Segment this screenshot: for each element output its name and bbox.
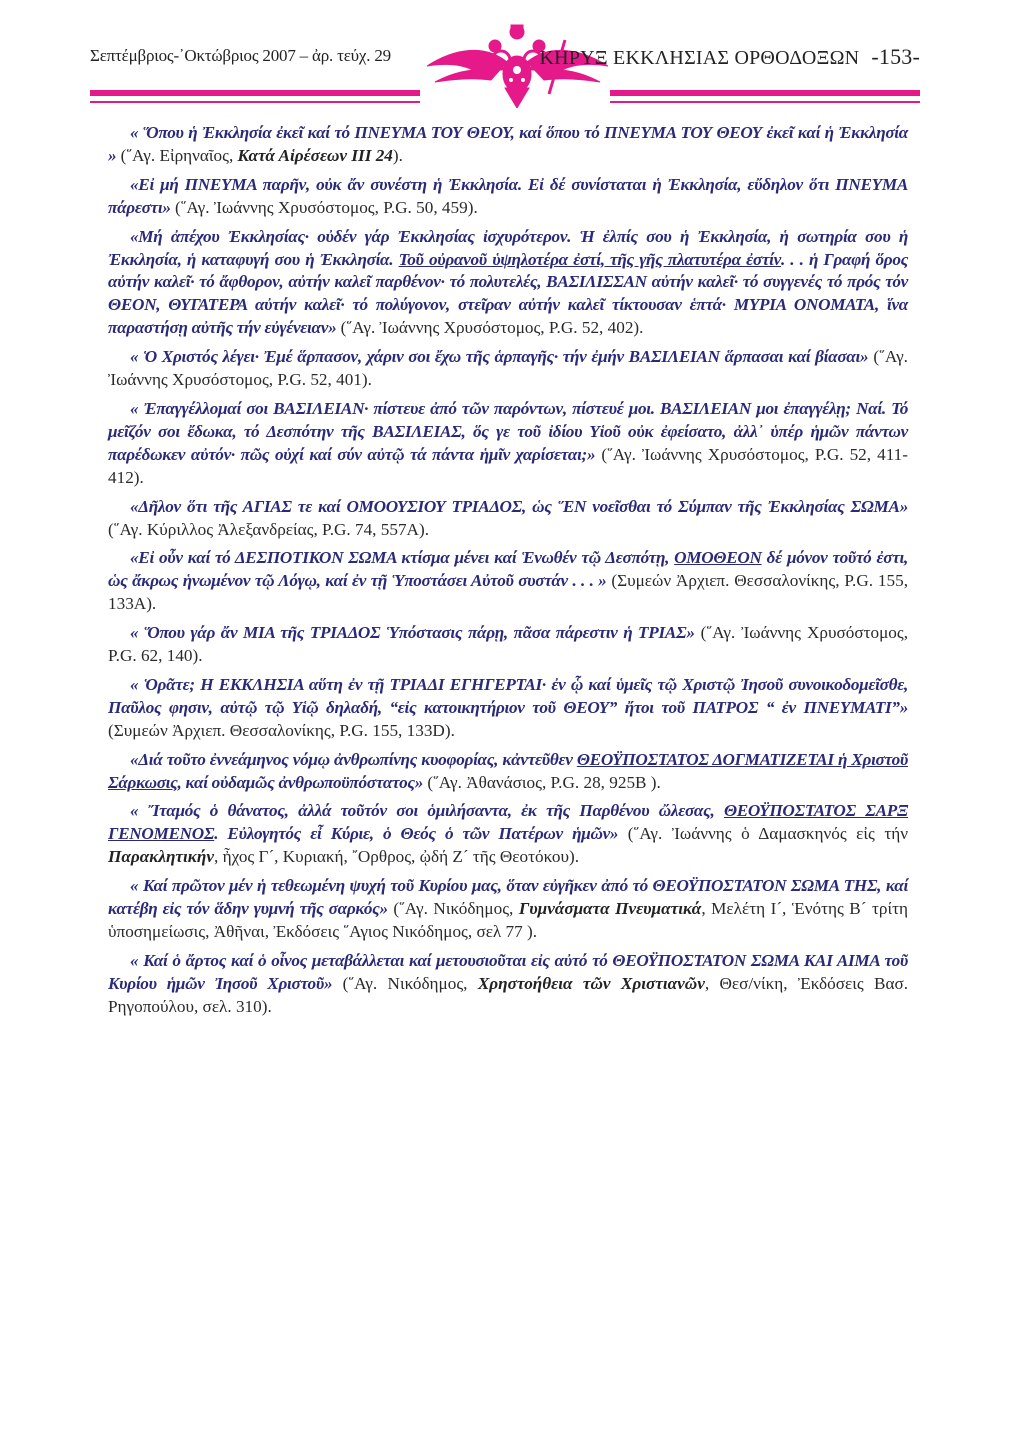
article-body [108, 122, 908, 1025]
page-header [90, 20, 920, 100]
publication-header [540, 44, 920, 70]
quote-text: « Καί ὁ ἄρτος καί ὁ οἶνος μεταβάλλεται καί μετουσιοῦται εἰς αὐτό τό ΘΕΟΫΠΟΣΤΑΤΟΝ ΣΩΜΑ ΚΑΙ ΑΙΜΑ τοῦ Κυρίου ἡμῶν Ἰησοῦ Χριστοῦ» [108, 950, 908, 993]
quote-text: «Εἰ μή ΠΝΕΥΜΑ παρῆν, οὐκ ἄν συνέστη ἡ Ἐκκλησία. Εἰ δέ συνίσταται ἡ Ἐκκλησία, εὔδηλον ὅτι ΠΝΕΥΜΑ πάρεστι» [108, 174, 908, 217]
quote-source: (῞Αγ. Ἰωάννης Χρυσόστομος, P.G. 62, 140). [108, 623, 909, 666]
quote-text-cont: . . . ἡ Γραφή ὅρος αὐτήν καλεῖ· τό ἄφθορον, αὐτήν καλεῖ παρθένον· τό πολυτελές, ΒΑΣΙΛΙΣΣΑΝ αὐτήν καλεῖ· τό συγγενές τό πρός τόν ΘΕΟΝ, ΘΥΓΑΤΕΡΑ αὐτήν καλεῖ· τό πολύγονον, στεῖραν αὐτήν καλεῖ τίκτουσαν ἑπτά· ΜΥΡΙΑ ΟΝΟΜΑΤΑ, ἵνα παραστήσῃ αὐτῆς τήν εὐγένειαν» [108, 249, 908, 338]
publication-title: ΚΗΡΥΞ ΕΚΚΛΗΣΙΑΣ ΟΡΘΟΔΟΞΩΝ [539, 47, 860, 69]
quote-source: (῞Αγ. Ἰωάννης Χρυσόστομος, P.G. 50, 459). [170, 197, 478, 217]
quote-paragraph [108, 226, 908, 341]
header-rule-left [90, 90, 420, 96]
quote-source-end: ). [392, 145, 403, 165]
quote-source-end: , ἦχος Γ´, Κυριακή, ῎Ορθρος, ᾠδή Ζ´ τῆς Θεοτόκου). [213, 847, 579, 867]
quote-source: (῞Αγ. Νικόδημος, [332, 973, 478, 993]
quote-source: (῞Αγ. Νικόδημος, [387, 899, 519, 919]
header-rule-right-thin [610, 101, 920, 103]
header-rule-right [610, 90, 920, 96]
source-work-title: Παρακλητικήν [108, 847, 214, 867]
quote-paragraph [108, 496, 908, 542]
quote-source: (῞Αγ. Ἰωάννης Χρυσόστομος, P.G. 52, 402). [336, 318, 644, 338]
quote-paragraph [108, 622, 908, 668]
quote-source-end: , Θεσ/νίκη, Ἐκδόσεις Βασ. Ρηγοπούλου, σελ. 310). [108, 973, 909, 1016]
quote-source: (῞Αγ. Εἰρηναῖος, [116, 145, 238, 165]
quote-underlined: ΘΕΟΫΠΟΣΤΑΤΟΣ ΣΑΡΞ ΓΕΝΟΜΕΝΟΣ [108, 801, 908, 844]
source-work-title: Χρηστοήθεια τῶν Χριστιανῶν [477, 973, 705, 993]
quote-paragraph [108, 674, 908, 743]
quote-paragraph [108, 749, 908, 795]
quote-source: (῞Αγ. Ἰωάννης Χρυσόστομος, P.G. 52, 411- 412). [108, 444, 908, 487]
quote-underlined: Τοῦ οὐρανοῦ ὑψηλοτέρα ἐστί, τῆς γῆς πλατυτέρα ἐστίν [398, 249, 781, 269]
quote-text: « Ἐπαγγέλλομαί σοι ΒΑΣΙΛΕΙΑΝ· πίστευε ἀπό τῶν παρόντων, πίστευέ μοι. ΒΑΣΙΛΕΙΑΝ μοι ἐπαγγέλῃ; Ναί. Τό μεῖζόν σοι ἔδωκα, τό Δεσπότην τῆς ΒΑΣΙΛΕΙΑΣ, ὅς γε τοῦ ἰδίου Υἱοῦ οὐκ ἐφείσατο, ἀλλ᾿ ὑπέρ ἡμῶν πάντων παρέδωκεν αὐτόν· πῶς οὐχί καί σύν αὐτῷ τά πάντα ἡμῖν χαρίσεται;» [108, 398, 908, 464]
quote-source: (῞Αγ. Ἀθανάσιος, P.G. 28, 925B ). [423, 772, 661, 792]
quote-source: (῞Αγ. Ἰωάννης Χρυσόστομος, P.G. 52, 401). [108, 347, 908, 390]
quote-source: (Συμεών Ἀρχιεπ. Θεσσαλονίκης, P.G. 155, 133D). [108, 720, 455, 740]
quote-text: « Ὁ Χριστός λέγει· Ἐμέ ἅρπασον, χάριν σοι ἔχω τῆς ἁρπαγῆς· τήν ἐμήν ΒΑΣΙΛΕΙΑΝ ἅρπασαι καί βίασαι» [130, 347, 869, 367]
source-work-title: Γυμνάσματα Πνευματικά [518, 899, 702, 919]
source-work-title: Κατά Αἱρέσεων ΙΙΙ 24 [237, 145, 393, 165]
quote-paragraph [108, 800, 908, 869]
quote-text: «Εἰ οὖν καί τό ΔΕΣΠΟΤΙΚΟΝ ΣΩΜΑ κτίσμα μένει καί Ἑνωθέν τῷ Δεσπότῃ, [130, 548, 675, 568]
quote-text-cont: δέ μόνον τοῦτό ἐστι, ὡς ἄκρως ἡνωμένον τῷ Λόγῳ, καί ἐν τῇ Ὑποστάσει Αὐτοῦ συστάν . . . » [108, 548, 908, 591]
quote-paragraph [108, 398, 908, 490]
quote-source: (Συμεών Ἀρχιεπ. Θεσσαλονίκης, P.G. 155, 133A). [108, 571, 908, 614]
quote-underlined: ΟΜΟΘΕΟΝ [674, 548, 762, 568]
quote-text: « Ἴταμός ὁ θάνατος, ἀλλά τοῦτόν σοι ὁμιλήσαντα, ἐκ τῆς Παρθένου ὤλεσας, [130, 801, 724, 821]
quote-text: « Ὅπου ἡ Ἐκκλησία ἐκεῖ καί τό ΠΝΕΥΜΑ ΤΟΥ ΘΕΟΥ, καί ὅπου τό ΠΝΕΥΜΑ ΤΟΥ ΘΕΟΥ ἐκεῖ καί ἡ Ἐκκλησία » [108, 123, 908, 165]
quote-text: « Ὁρᾶτε; Η ΕΚΚΛΗΣΙΑ αὕτη ἐν τῇ ΤΡΙΑΔΙ ΕΓΗΓΕΡΤΑΙ· ἐν ᾧ καί ὑμεῖς τῷ Χριστῷ Ἰησοῦ συνοικοδομεῖσθε, Παῦλος φησιν, αὐτῷ τῷ Υἱῷ δηλαδή, “εἰς κατοικητήριον τοῦ ΘΕΟΥ” ἤτοι τοῦ ΠΑΤΡΟΣ “ ἐν ΠΝΕΥΜΑΤΙ”» [108, 674, 908, 717]
quote-text: « Ὅπου γάρ ἄν ΜΙΑ τῆς ΤΡΙΑΔΟΣ Ὑπόστασις πάρῃ, πᾶσα πάρεστιν ἡ ΤΡΙΑΣ» [130, 623, 695, 643]
quote-paragraph [108, 875, 908, 944]
issue-date: Σεπτέμβριος-᾿Οκτώβριος 2007 – ἀρ. τεύχ. 29 [90, 46, 391, 65]
quote-paragraph [108, 346, 908, 392]
quote-paragraph [108, 547, 908, 616]
quote-text: «Μή ἀπέχου Ἐκκλησίας· οὐδέν γάρ Ἐκκλησίας ἰσχυρότερον. Ἡ ἐλπίς σου ἡ Ἐκκλησία, ἡ σωτηρία σου ἡ Ἐκκλησία, ἡ καταφυγή σου ἡ Ἐκκλησία. [108, 226, 908, 269]
page-number: -153- [871, 44, 920, 69]
quote-text: «Δῆλον ὅτι τῆς ΑΓΙΑΣ τε καί ΟΜΟΟΥΣΙΟΥ ΤΡΙΑΔΟΣ, ὡς ἝΝ νοεῖσθαι τό Σύμπαν τῆς Ἐκκλησίας ΣΩΜΑ» [130, 496, 908, 516]
quote-text-cont: . Εὐλογητός εἶ Κύριε, ὁ Θεός ὁ τῶν Πατέρων ἡμῶν» [214, 824, 619, 844]
header-rule-left-thin [90, 101, 420, 103]
quote-source-end: , Μελέτη Ι´, Ἑνότης Β´ τρίτη ὑποσημείωσις, Ἀθῆναι, Ἐκδόσεις ῞Αγιος Νικόδημος, σελ 77 ). [108, 899, 908, 941]
quote-text: « Καί πρῶτον μέν ἡ τεθεωμένη ψυχή τοῦ Κυρίου μας, ὅταν εὐγῆκεν ἀπό τό ΘΕΟΫΠΟΣΤΑΤΟΝ ΣΩΜΑ ΤΗΣ, καί κατέβη εἰς τόν ἅδην γυμνή τῆς σαρκός» [108, 876, 908, 919]
quote-source: (῞Αγ. Κύριλλος Ἀλεξανδρείας, P.G. 74, 557A). [108, 519, 429, 539]
quote-text: «Διά τοῦτο ἐννεάμηνος νόμῳ ἀνθρωπίνης κυοφορίας, κἀντεῦθεν [130, 749, 577, 769]
quote-paragraph [108, 122, 908, 168]
quote-paragraph [108, 950, 908, 1019]
quote-underlined: ΘΕΟΫΠΟΣΤΑΤΟΣ ΔΟΓΜΑΤΙΖΕΤΑΙ ἡ Χριστοῦ Σάρκωσις [108, 749, 909, 792]
quote-source: (῞Αγ. Ἰωάννης ὁ Δαμασκηνός εἰς τήν [618, 824, 908, 844]
quote-text-cont: , καί οὐδαμῶς ἀνθρωποϋπόστατος» [177, 772, 424, 792]
quote-paragraph [108, 174, 908, 220]
